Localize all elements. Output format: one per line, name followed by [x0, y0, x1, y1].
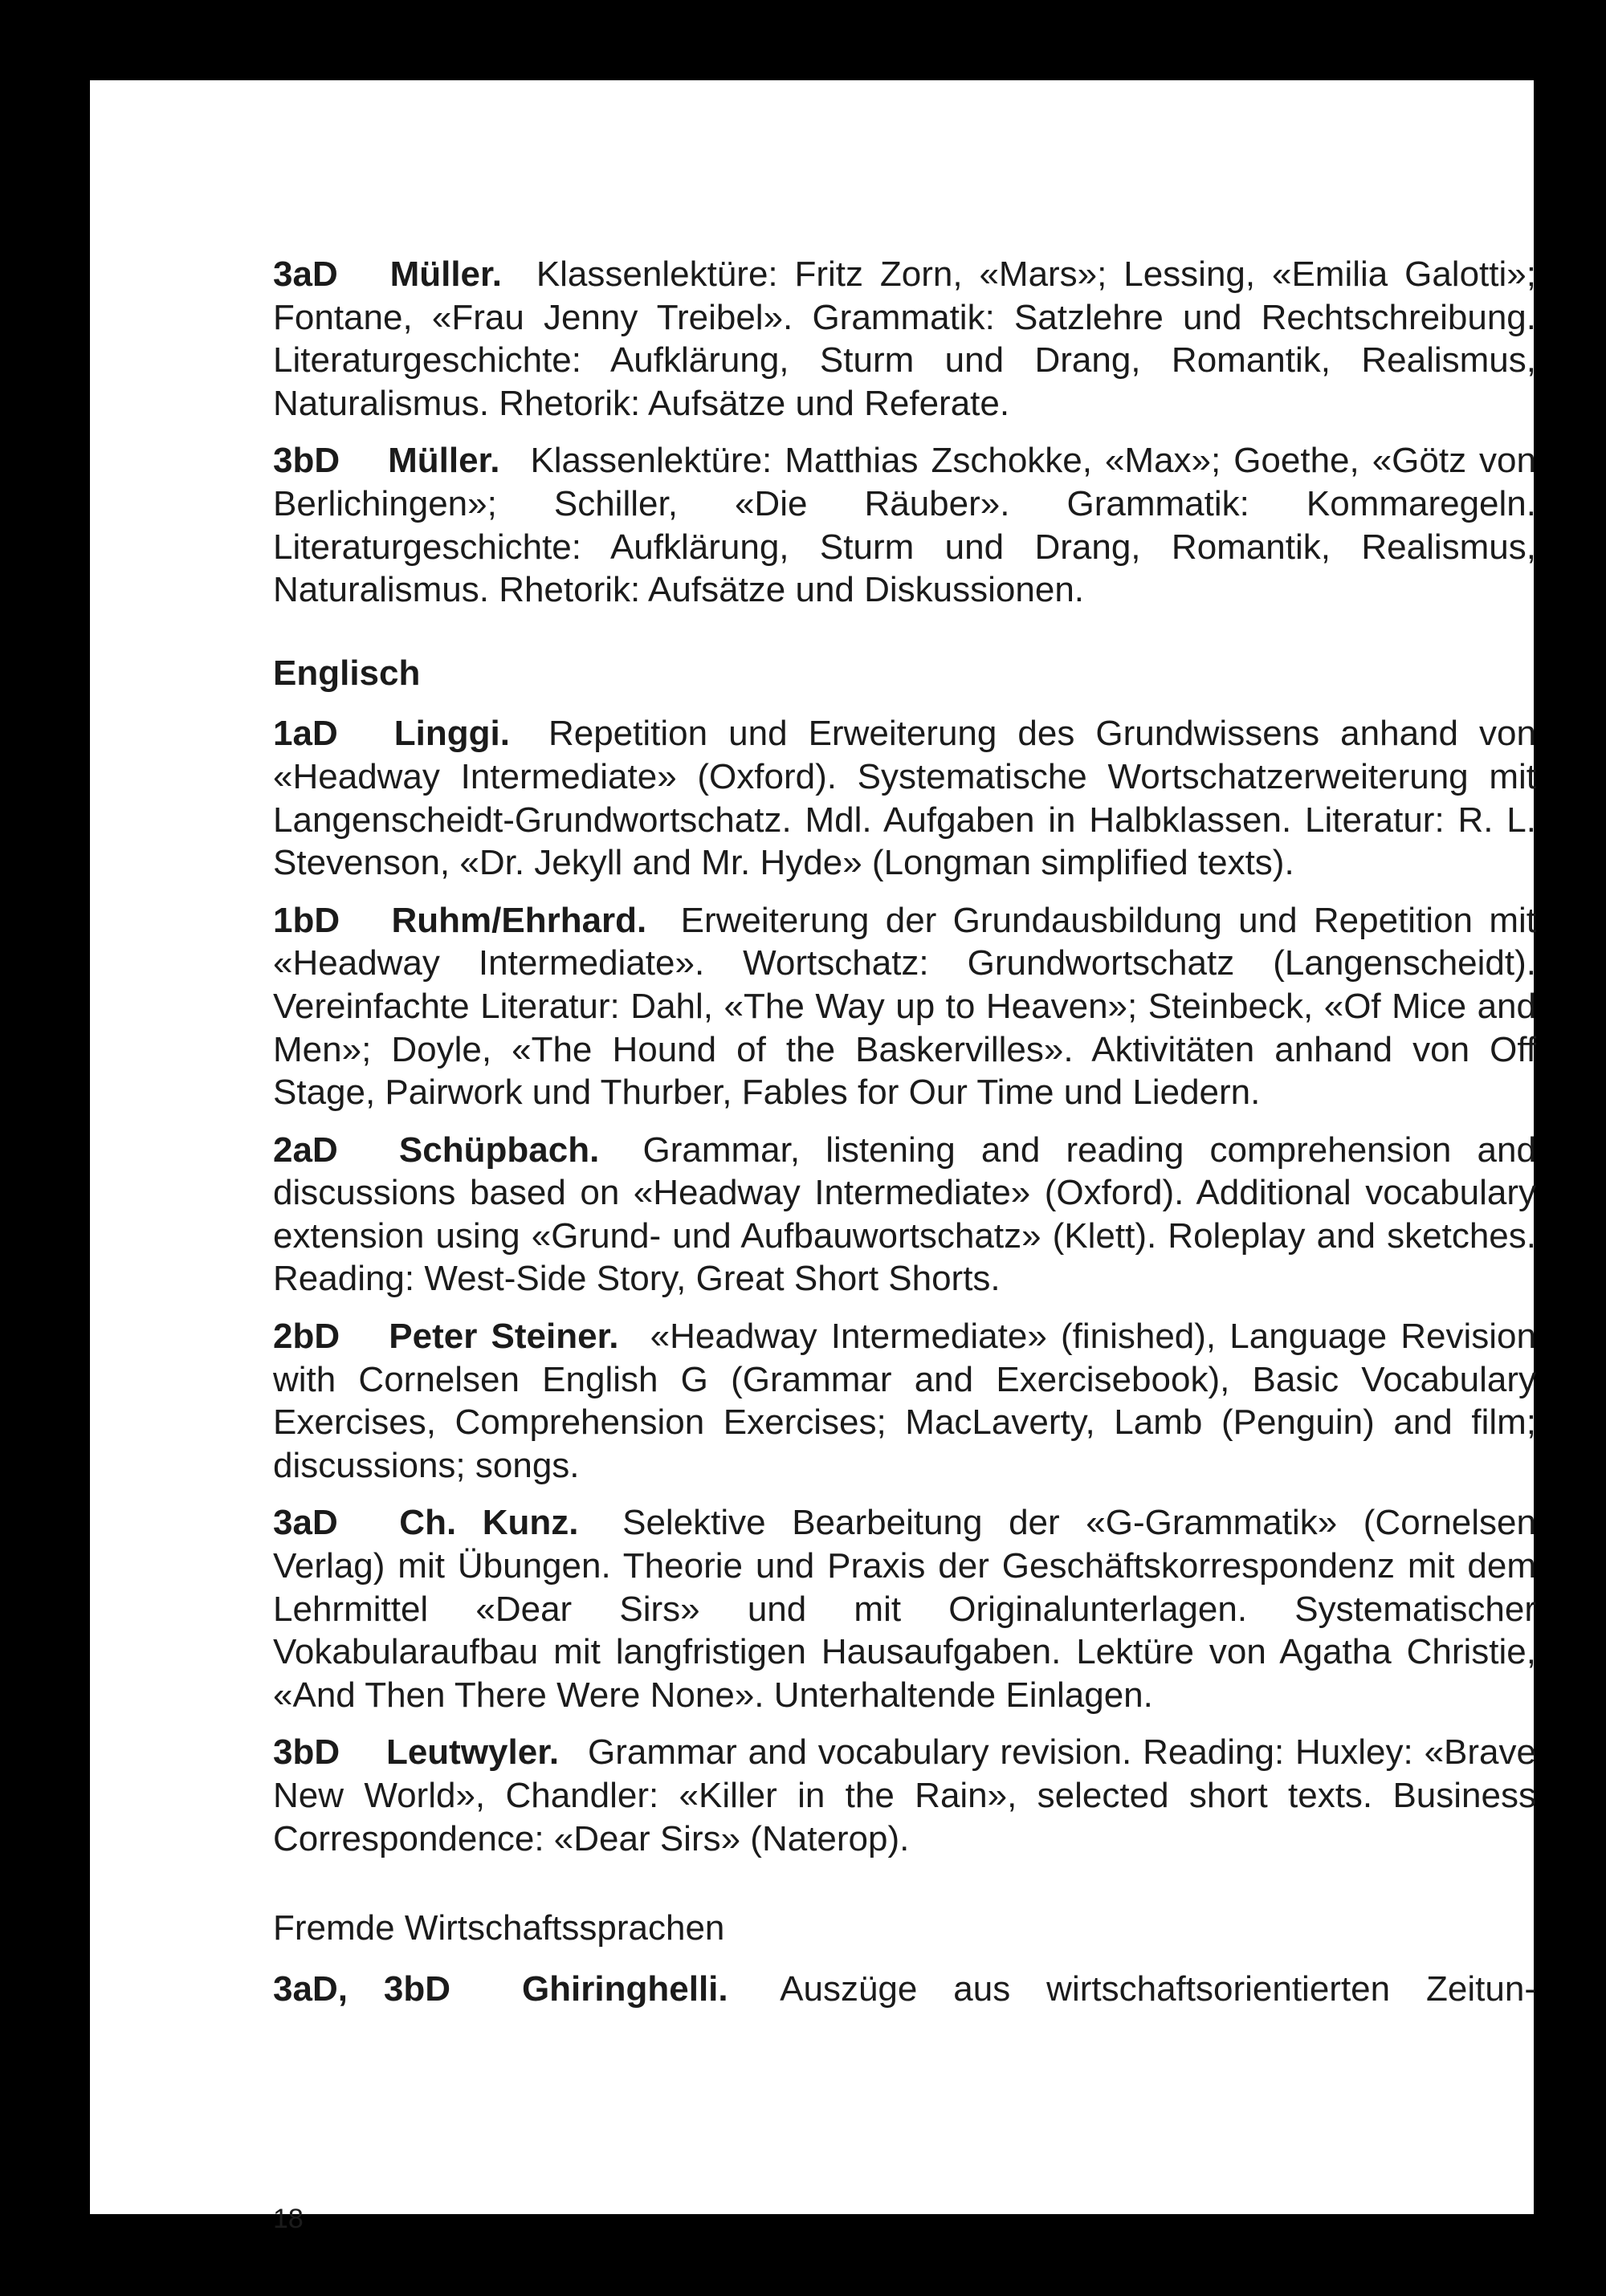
- teacher-name: Leutwyler.: [385, 1732, 560, 1773]
- class-code: 1aD: [273, 714, 338, 754]
- teacher-name: Ruhm/Ehrhard.: [391, 900, 647, 940]
- section-heading-fremde-wirtschaftssprachen: Fremde Wirtschaftssprachen: [273, 1908, 725, 1948]
- teacher-name: Linggi.: [393, 714, 510, 754]
- teacher-name: Ghiringhelli.: [521, 1968, 728, 2009]
- course-entry: [273, 899, 1536, 1114]
- course-description: Klassenlektüre: Fritz Zorn, «Mars»; Lessing, «Emilia Galotti»; Fontane, «Frau Jenny Treibel». Grammatik: Satzlehre und Rechtschreibung. Literaturgeschichte: Aufklärung, Sturm und Drang, Romantik, Realismus, Naturalismus. Rhetorik: Aufsätze und Referate.: [273, 254, 1536, 423]
- class-code: 3bD: [273, 1732, 340, 1773]
- course-entry: [273, 253, 1536, 425]
- teacher-name: Müller.: [389, 254, 502, 294]
- course-entry: [273, 1501, 1536, 1716]
- course-description: Erweiterung der Grundausbildung und Repetition mit «Headway Intermediate». Wortschatz: Grundwortschatz (Langenscheidt). Vereinfachte Literatur: Dahl, «The Way up to Heaven»; Steinbeck, «Of Mice and Men»; Doyle, «The Hound of the Baskervilles». Aktivitäten anhand von Off Stage, Pairwork und Thurber, Fables for Our Time und Liedern.: [273, 900, 1536, 1113]
- teacher-name: Ch. Kunz.: [399, 1503, 579, 1543]
- class-code: 1bD: [273, 900, 340, 940]
- class-code: 2bD: [273, 1317, 340, 1357]
- page-content: [273, 253, 1536, 2025]
- course-entry: [273, 712, 1536, 884]
- course-entry: [273, 439, 1536, 611]
- class-code: 3bD: [273, 441, 340, 481]
- course-description: Selektive Bearbeitung der «G-Grammatik» (Cornelsen Verlag) mit Übungen. Theorie und Praxis der Geschäftskorrespondenz mit dem Lehrmittel «Dear Sirs» und mit Originalunterlagen. Systematischer Vokabularaufbau mit langfristigen Hausaufgaben. Lektüre von Agatha Christie, «And Then There Were None». Unterhaltende Einlagen.: [273, 1503, 1536, 1715]
- course-description: Klassenlektüre: Matthias Zschokke, «Max»; Goethe, «Götz von Berlichingen»; Schiller, «Die Räuber». Grammatik: Kommaregeln. Literaturgeschichte: Aufklärung, Sturm und Drang, Romantik, Realismus, Naturalismus. Rhetorik: Aufsätze und Diskussionen.: [273, 441, 1536, 610]
- course-description: «Headway Intermediate» (finished), Language Revision with Cornelsen English G (Grammar and Exercisebook), Basic Vocabulary Exercises, Comprehension Exercises; MacLaverty, Lamb (Penguin) and film; discussions; songs.: [273, 1317, 1536, 1485]
- course-description: Auszüge aus wirtschaftsorientierten Zeitun-: [780, 1968, 1536, 2009]
- course-description: Grammar and vocabulary revision. Reading: Huxley: «Brave New World», Chandler: «Killer in the Rain», selected short texts. Business Correspondence: «Dear Sirs» (Naterop).: [273, 1732, 1536, 1858]
- course-entry: [273, 1968, 1536, 2011]
- course-entry: [273, 1129, 1536, 1301]
- course-entry: [273, 1315, 1536, 1487]
- page-number: 18: [273, 2204, 304, 2234]
- teacher-name: Schüpbach.: [398, 1130, 600, 1170]
- course-description: Repetition und Erweiterung des Grundwissens anhand von «Headway Intermediate» (Oxford). Systematische Wortschatzerweiterung mit Langenscheidt-Grundwortschatz. Mdl. Aufgaben in Halbklassen. Literatur: R. L. Stevenson, «Dr. Jekyll and Mr. Hyde» (Longman simplified texts).: [273, 714, 1536, 883]
- teacher-name: Peter Steiner.: [389, 1317, 619, 1357]
- course-description: Grammar, listening and reading comprehension and discussions based on «Headway Intermediate» (Oxford). Additional vocabulary extension using «Grund- und Aufbauwortschatz» (Klett). Roleplay and sketches. Reading: West-Side Story, Great Short Shorts.: [273, 1130, 1536, 1299]
- teacher-name: Müller.: [388, 441, 500, 481]
- class-code: 3aD, 3bD: [273, 1968, 450, 2009]
- class-code: 3aD: [273, 1503, 338, 1543]
- document-page: [90, 80, 1536, 2234]
- class-code: 3aD: [273, 254, 338, 294]
- section-heading-englisch: Englisch: [273, 653, 421, 693]
- course-entry: [273, 1731, 1536, 1860]
- class-code: 2aD: [273, 1130, 338, 1170]
